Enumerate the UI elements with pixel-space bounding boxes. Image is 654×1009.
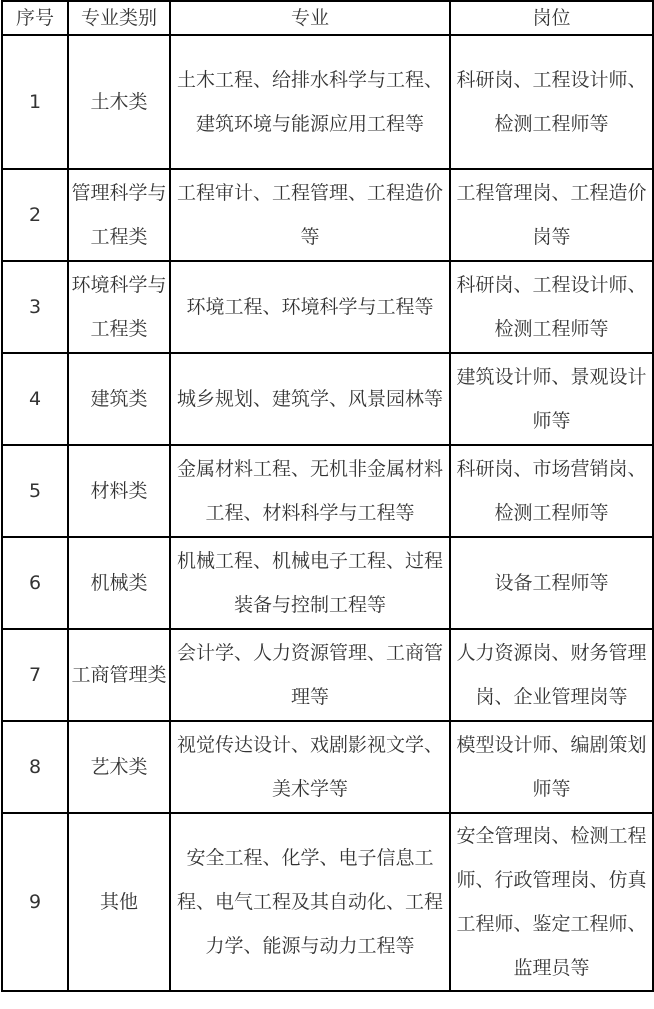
row-category: 管理科学与工程类 xyxy=(68,169,170,261)
table-row xyxy=(2,261,653,353)
row-category: 艺术类 xyxy=(68,721,170,813)
row-positions: 工程管理岗、工程造价岗等 xyxy=(450,169,653,261)
header-positions: 岗位 xyxy=(450,1,653,35)
row-majors: 视觉传达设计、戏剧影视文学、美术学等 xyxy=(170,721,450,813)
table-row xyxy=(2,721,653,813)
row-majors: 城乡规划、建筑学、风景园林等 xyxy=(170,353,450,445)
row-majors: 安全工程、化学、电子信息工程、电气工程及其自动化、工程力学、能源与动力工程等 xyxy=(170,813,450,991)
majors-positions-table xyxy=(1,0,654,992)
row-no: 1 xyxy=(2,35,68,169)
row-no: 6 xyxy=(2,537,68,629)
row-no: 4 xyxy=(2,353,68,445)
header-category: 专业类别 xyxy=(68,1,170,35)
row-majors: 环境工程、环境科学与工程等 xyxy=(170,261,450,353)
row-category: 环境科学与工程类 xyxy=(68,261,170,353)
row-positions: 人力资源岗、财务管理岗、企业管理岗等 xyxy=(450,629,653,721)
row-majors: 土木工程、给排水科学与工程、建筑环境与能源应用工程等 xyxy=(170,35,450,169)
row-category: 建筑类 xyxy=(68,353,170,445)
table-row xyxy=(2,537,653,629)
row-no: 7 xyxy=(2,629,68,721)
row-no: 9 xyxy=(2,813,68,991)
row-positions: 建筑设计师、景观设计师等 xyxy=(450,353,653,445)
row-positions: 科研岗、市场营销岗、检测工程师等 xyxy=(450,445,653,537)
row-positions: 设备工程师等 xyxy=(450,537,653,629)
row-majors: 机械工程、机械电子工程、过程装备与控制工程等 xyxy=(170,537,450,629)
table-row xyxy=(2,813,653,991)
row-category: 工商管理类 xyxy=(68,629,170,721)
table-row xyxy=(2,169,653,261)
header-row xyxy=(2,1,653,35)
row-no: 3 xyxy=(2,261,68,353)
table-row xyxy=(2,35,653,169)
header-majors: 专业 xyxy=(170,1,450,35)
row-positions: 科研岗、工程设计师、检测工程师等 xyxy=(450,35,653,169)
row-majors: 工程审计、工程管理、工程造价等 xyxy=(170,169,450,261)
row-majors: 金属材料工程、无机非金属材料工程、材料科学与工程等 xyxy=(170,445,450,537)
row-no: 8 xyxy=(2,721,68,813)
header-no: 序号 xyxy=(2,1,68,35)
row-majors: 会计学、人力资源管理、工商管理等 xyxy=(170,629,450,721)
row-category: 机械类 xyxy=(68,537,170,629)
row-category: 材料类 xyxy=(68,445,170,537)
row-category: 其他 xyxy=(68,813,170,991)
row-positions: 安全管理岗、检测工程师、行政管理岗、仿真工程师、鉴定工程师、监理员等 xyxy=(450,813,653,991)
row-category: 土木类 xyxy=(68,35,170,169)
table-row xyxy=(2,629,653,721)
row-no: 5 xyxy=(2,445,68,537)
row-positions: 科研岗、工程设计师、检测工程师等 xyxy=(450,261,653,353)
row-no: 2 xyxy=(2,169,68,261)
row-positions: 模型设计师、编剧策划师等 xyxy=(450,721,653,813)
table-row xyxy=(2,353,653,445)
table-row xyxy=(2,445,653,537)
